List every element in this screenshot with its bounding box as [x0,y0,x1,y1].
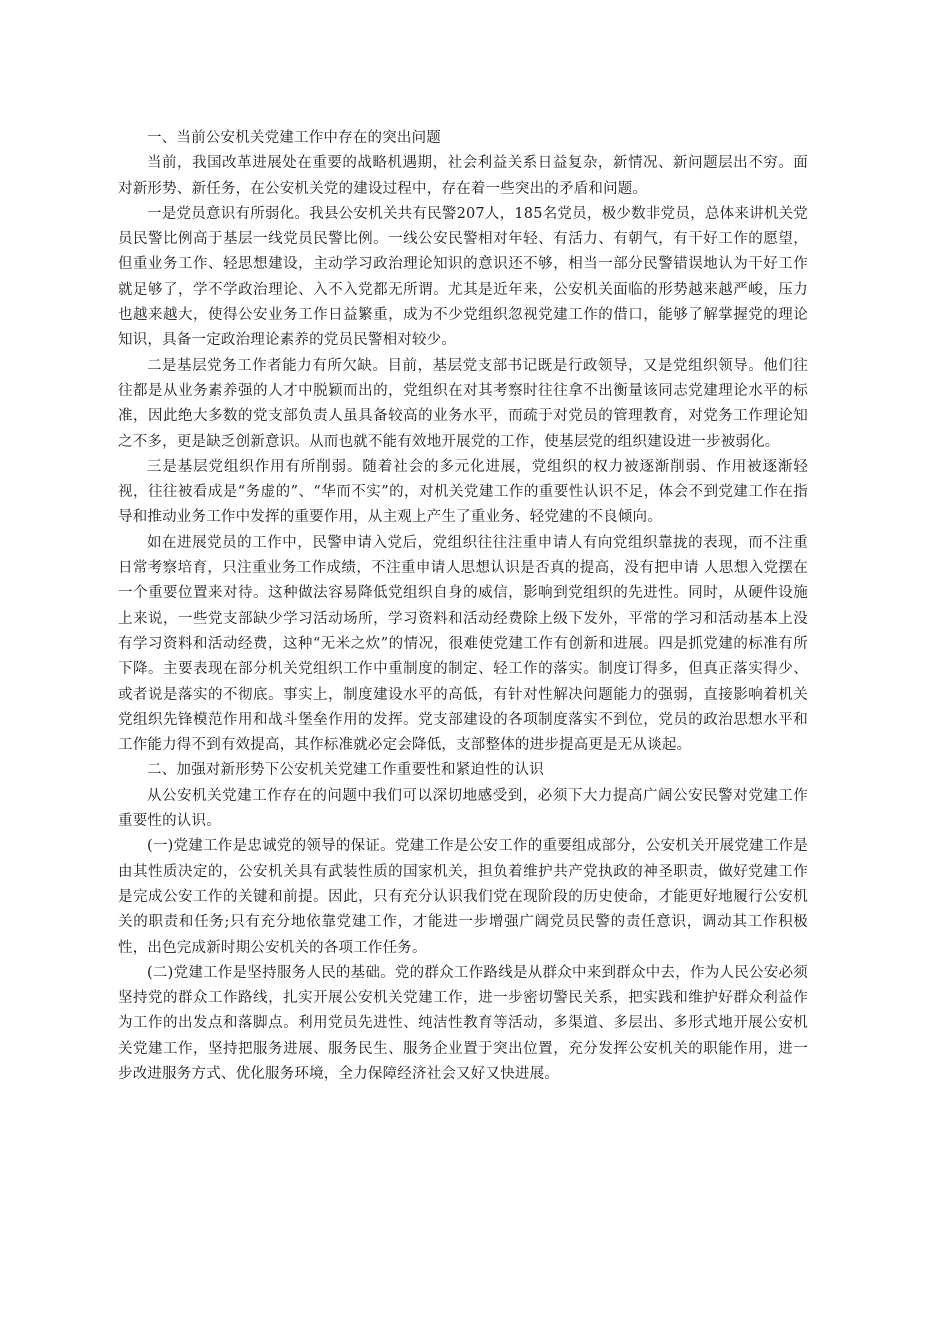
paragraph-problem-3: 三是基层党组织作用有所削弱。随着社会的多元化进展，党组织的权力被逐渐削弱、作用被逐渐轻视，往往被看成是“务虚的”、“华而不实”的，对机关党建工作的重要性认识不足，体会不到党建工作在指导和推动业务工作中发挥的重要作用，从主观上产生了重业务、轻党建的不良倾向。 [118,458,808,526]
paragraph-problem-3-detail: 如在进展党员的工作中，民警申请入党后，党组织往往注重申请人有向党组织靠拢的表现，而不注重日常考察培育，只注重业务工作成绩，不注重申请人思想认识是否真的提高，没有把申请 人思想入党摆在一个重要位置来对待。这种做法容易降低党组织自身的威信，影响到党组织的先进性。同时，从硬件设施上来说，一些党支部缺少学习活动场所，学习资料和活动经费除上级下发外，平常的学习和活动基本上没有学习资料和活动经费，这种“无米之炊”的情况，很难使党建工作有创新和进展。四是抓党建的标准有所下降。主要表现在部分机关党组织工作中重制度的制定、轻工作的落实。制度订得多，但真正落实得少、或者说是落实的不彻底。事实上，制度建设水平的高低，有针对性解决问题能力的强弱，直接影响着机关党组织先锋模范作用和战斗堡垒作用的发挥。党支部建设的各项制度落实不到位，党员的政治思想水平和工作能力得不到有效提高，其作标准就必定会降低，支部整体的进步提高更是无从谈起。 [118,534,808,754]
document-body [118,126,808,1087]
paragraph-intro: 当前，我国改革进展处在重要的战略机遇期，社会利益关系日益复杂，新情况、新问题层出不穷。面对新形势、新任务，在公安机关党的建设过程中，存在着一些突出的矛盾和问题。 [118,155,808,197]
paragraph-point-1: (一)党建工作是忠诚党的领导的保证。党建工作是公安工作的重要组成部分，公安机关开展党建工作是由其性质决定的，公安机关具有武装性质的国家机关，担负着维护共产党执政的神圣职责，做好党建工作是完成公安工作的关键和前提。因此，只有充分认识我们党在现阶段的历史使命，才能更好地履行公安机关的职责和任务;只有充分地依靠党建工作，才能进一步增强广阔党员民警的责任意识，调动其工作积极性，出色完成新时期公安机关的各项工作任务。 [118,838,808,956]
section-heading-1: 一、当前公安机关党建工作中存在的突出问题 [147,130,441,146]
paragraph-point-2: (二)党建工作是坚持服务人民的基础。党的群众工作路线是从群众中来到群众中去，作为人民公安必须坚持党的群众工作路线，扎实开展公安机关党建工作，进一步密切警民关系，把实践和维护好群众利益作为工作的出发点和落脚点。利用党员先进性、纯洁性教育等活动，多渠道、多层出、多形式地开展公安机关党建工作，坚持把服务进展、服务民生、服务企业置于突出位置，充分发挥公安机关的职能作用，进一步改进服务方式、优化服务环境，全力保障经济社会又好又快进展。 [118,964,808,1082]
paragraph-section-2-intro: 从公安机关党建工作存在的问题中我们可以深切地感受到，必须下大力提高广阔公安民警对党建工作重要性的认识。 [118,787,808,830]
section-heading-2: 二、加强对新形势下公安机关党建工作重要性和紧迫性的认识 [147,762,544,779]
paragraph-problem-2: 二是基层党务工作者能力有所欠缺。目前，基层党支部书记既是行政领导，又是党组织领导。他们往往都是从业务素养强的人才中脱颖而出的，党组织在对其考察时往往拿不出衡量该同志党建理论水平的标准，因此绝大多数的党支部负责人虽具备较高的业务水平，而疏于对党员的管理教育，对党务工作理论知之不多，更是缺乏创新意识。从而也就不能有效地开展党的工作，使基层党的组织建设进一步被弱化。 [118,357,808,450]
paragraph-problem-1: 一是党员意识有所弱化。我县公安机关共有民警207人，185名党员，极少数非党员，总体来讲机关党员民警比例高于基层一线党员民警比例。一线公安民警相对年轻、有活力、有朝气，有干好工作的愿望，但重业务工作、轻思想建设，主动学习政治理论知识的意识还不够，相当一部分民警错误地认为干好工作就足够了，学不学政治理论、入不入党都无所谓。尤其是近年来，公安机关面临的形势越来越严峻，压力也越来越大，使得公安业务工作日益繁重，成为不少党组织忽视党建工作的借口，能够了解掌握党的理论知识，具备一定政治理论素养的党员民警相对较少。 [118,205,808,349]
